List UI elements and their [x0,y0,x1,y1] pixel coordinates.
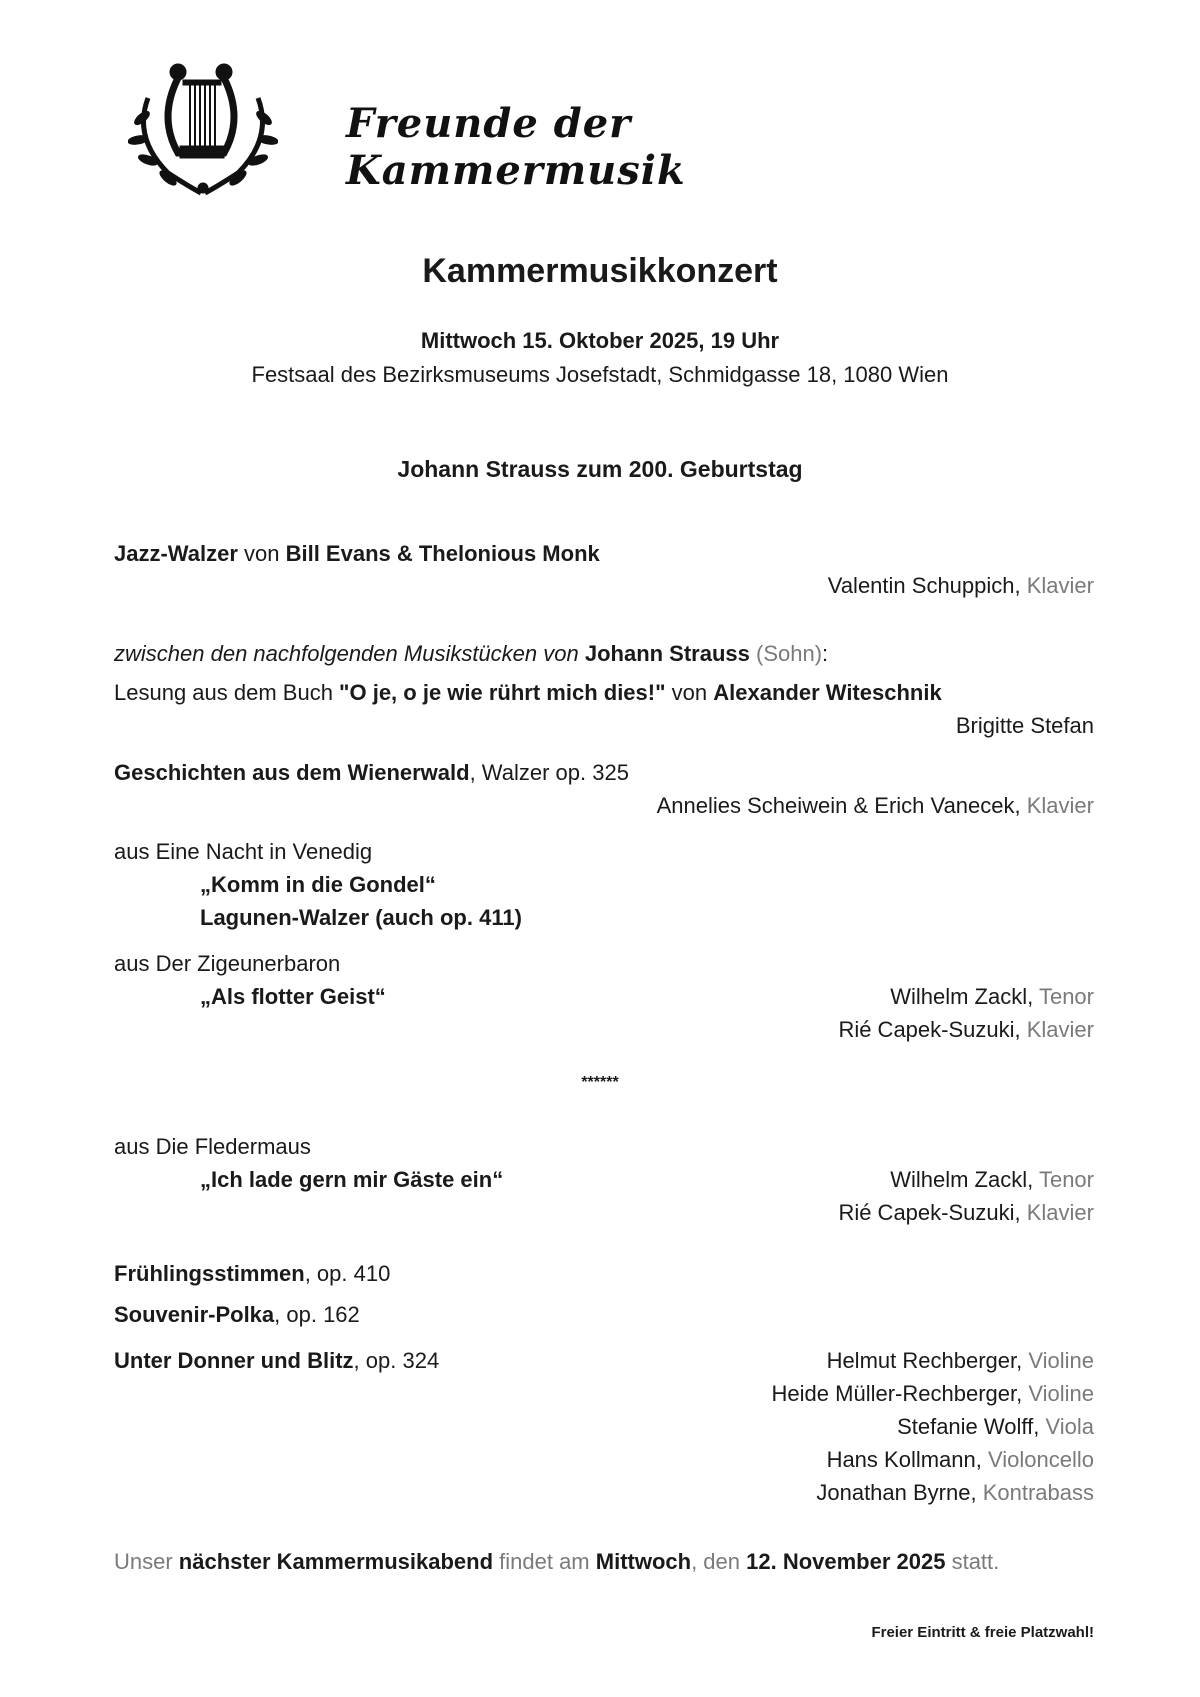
instrument: Viola [1045,1414,1094,1439]
program-reading [114,679,942,707]
instrument: Tenor [1038,1167,1094,1192]
composer-suffix: (Sohn) [749,641,823,666]
reading-prefix: Lesung aus dem Buch [114,680,340,705]
instrument: Klavier [1026,573,1094,598]
connector-text: von [237,541,286,566]
ensemble-member [897,1413,1094,1441]
instrument: Kontrabass [982,1480,1094,1505]
composer: Bill Evans & Thelonious Monk [285,541,600,566]
program-theme: Johann Strauss zum 200. Geburtstag [397,456,803,482]
work-detail: , op. 410 [304,1261,391,1286]
work-title: Geschichten aus dem Wienerwald [114,760,470,785]
work-title: Souvenir-Polka [114,1302,275,1327]
separator: , [1016,1381,1029,1406]
separator: , [1014,1200,1027,1225]
performer-name: Wilhelm Zackl [890,984,1028,1009]
event-venue: Festsaal des Bezirksmuseums Josefstadt, Schmidgasse 18, 1080 Wien [251,362,949,387]
program-source-zigeunerbaron: aus Der Zigeunerbaron [114,951,341,976]
ensemble-member [772,1380,1094,1408]
performer-line [828,572,1094,600]
page-title: Kammermusikkonzert [422,252,778,290]
work-detail: , op. 162 [274,1302,360,1327]
program-item-wienerwald [114,759,629,787]
piece-title: „Komm in die Gondel“ [200,872,436,897]
work-title: Jazz-Walzer [114,541,238,566]
reader-name: Brigitte Stefan [955,713,1094,738]
instrument: Violoncello [987,1447,1094,1472]
notice-text: Unser [114,1549,179,1574]
performer-line [890,983,1094,1011]
notice-date: 12. November 2025 [746,1549,946,1574]
program-item-jazz [114,540,600,568]
performer-name: Rié Capek-Suzuki [838,1200,1015,1225]
society-name: Freunde der Kammermusik [346,100,686,194]
performer-line [838,1199,1094,1227]
performer-name: Helmut Rechberger [826,1348,1017,1373]
instrument: Klavier [1026,1017,1094,1042]
colon: : [822,641,829,666]
notice-text: , den [691,1549,747,1574]
performer-line [838,1016,1094,1044]
event-date-time: Mittwoch 15. Oktober 2025, 19 Uhr [420,328,780,353]
instrument: Violine [1028,1381,1094,1406]
performer-name: Stefanie Wolff [897,1414,1034,1439]
separator: , [1014,1017,1027,1042]
free-entry-note: Freier Eintritt & freie Platzwahl! [871,1624,1094,1641]
separator: , [1014,573,1027,598]
connector-text: von [665,680,714,705]
letterhead [128,58,928,198]
intro-text: zwischen den nachfolgenden Musikstücken von [114,641,585,666]
lyre-wreath-icon [128,58,278,198]
performer-name: Rié Capek-Suzuki [838,1017,1015,1042]
performer-name: Heide Müller-Rechberger [771,1381,1017,1406]
separator: , [1027,984,1039,1009]
instrument: Violine [1028,1348,1094,1373]
program-piece [200,983,386,1011]
performer-line [890,1166,1094,1194]
composer: Johann Strauss [584,641,750,666]
work-detail: , Walzer op. 325 [469,760,629,785]
separator: , [1033,1414,1046,1439]
reader-line [956,712,1094,740]
performer-line [657,792,1094,820]
ensemble-member [816,1479,1094,1507]
notice-weekday: Mittwoch [595,1549,692,1574]
instrument: Klavier [1026,793,1094,818]
program-piece [200,904,522,932]
piece-title: „Ich lade gern mir Gäste ein“ [200,1167,504,1192]
program-item-fruehlingsstimmen [114,1260,390,1288]
intermission-separator: ****** [581,1074,619,1091]
performer-name: Hans Kollmann [826,1447,976,1472]
performer-name: Jonathan Byrne [816,1480,971,1505]
program-piece [200,871,436,899]
performer-name: Wilhelm Zackl [890,1167,1028,1192]
instrument: Klavier [1026,1200,1094,1225]
work-title: Unter Donner und Blitz [114,1348,354,1373]
program-item-donner-und-blitz [114,1347,439,1375]
piece-title: „Als flotter Geist“ [200,984,386,1009]
separator: , [1027,1167,1039,1192]
notice-text: findet am [493,1549,596,1574]
notice-text: statt. [945,1549,1000,1574]
work-title: Frühlingsstimmen [114,1261,305,1286]
book-title: "O je, o je wie rührt mich dies!" [339,680,666,705]
separator: , [1016,1348,1029,1373]
performer-name: Annelies Scheiwein & Erich Vanecek [656,793,1015,818]
performer-name: Valentin Schuppich [827,573,1015,598]
separator: , [970,1480,983,1505]
program-source-fledermaus: aus Die Fledermaus [114,1134,311,1159]
ensemble-member [827,1446,1094,1474]
program-source-venedig: aus Eine Nacht in Venedig [114,839,373,864]
notice-highlight: nächster Kammermusikabend [178,1549,494,1574]
ensemble-member [827,1347,1094,1375]
next-concert-notice [114,1548,999,1576]
piece-title: Lagunen-Walzer (auch op. 411) [200,905,522,930]
instrument: Tenor [1038,984,1094,1009]
separator: , [975,1447,988,1472]
work-detail: , op. 324 [353,1348,440,1373]
program-item-souvenir-polka [114,1301,360,1329]
program-piece [200,1166,503,1194]
separator: , [1014,793,1027,818]
program-intro [114,640,828,668]
author: Alexander Witeschnik [713,680,942,705]
